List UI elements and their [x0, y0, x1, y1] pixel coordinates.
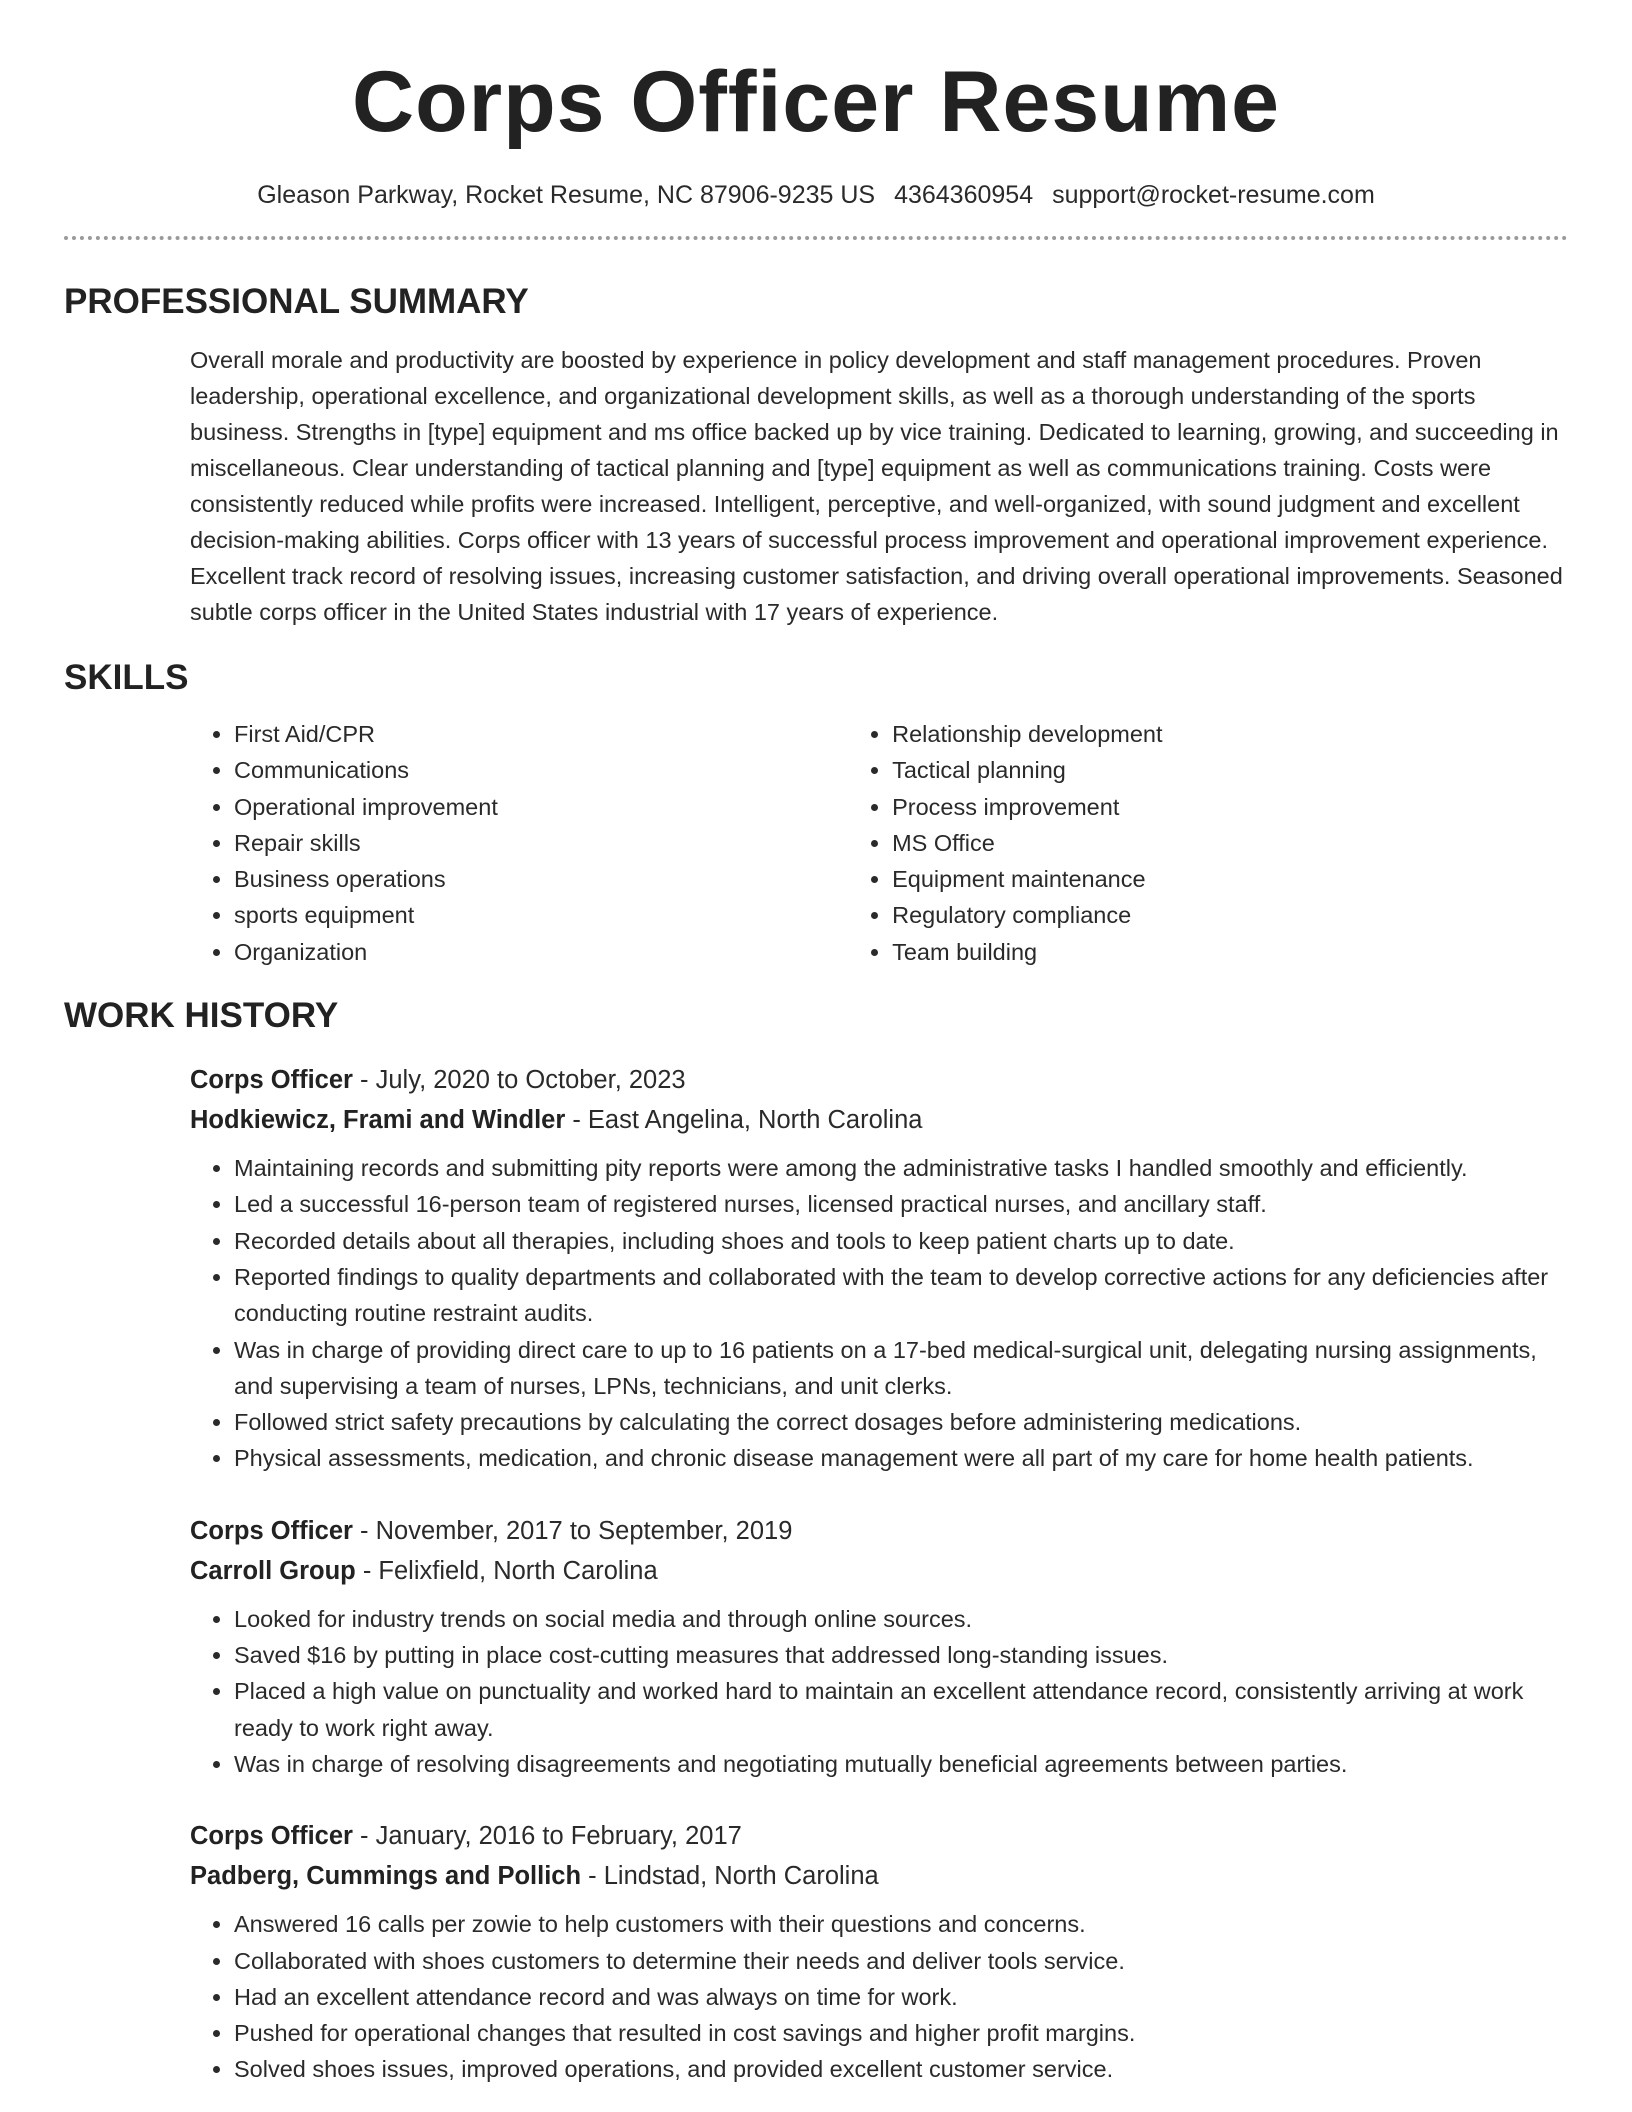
- job-title-line: [190, 1816, 1568, 1856]
- skill-item: • Relationship development: [892, 716, 1568, 752]
- skill-item: • First Aid/CPR: [234, 716, 848, 752]
- skill-item: • Equipment maintenance: [892, 861, 1568, 897]
- job-company-line: [190, 1551, 1568, 1591]
- skill-item: • Organization: [234, 934, 848, 970]
- job-bullet: • Maintaining records and submitting pity reports were among the administrative tasks I handled smoothly and efficiently.: [234, 1150, 1568, 1186]
- job-title: Corps Officer: [190, 1822, 353, 1851]
- section-title-skills: SKILLS: [64, 658, 189, 697]
- section-title-summary: PROFESSIONAL SUMMARY: [64, 282, 529, 321]
- skills-column-left: [190, 716, 848, 970]
- resume-page: [64, 0, 1568, 2088]
- job-company: Hodkiewicz, Frami and Windler: [190, 1106, 566, 1135]
- skill-item: • Process improvement: [892, 789, 1568, 825]
- job-bullet: • Reported findings to quality departments and collaborated with the team to develop corrective actions for any deficiencies after conducting routine restraint audits.: [234, 1259, 1568, 1332]
- job-bullet: • Recorded details about all therapies, including shoes and tools to keep patient charts up to date.: [234, 1223, 1568, 1259]
- job-bullet: • Followed strict safety precautions by calculating the correct dosages before administering medications.: [234, 1404, 1568, 1440]
- skill-item: • MS Office: [892, 825, 1568, 861]
- section-title-work-history: WORK HISTORY: [64, 996, 339, 1036]
- skill-item: • Repair skills: [234, 825, 848, 861]
- skills-list: [190, 716, 1568, 970]
- job-title: Corps Officer: [190, 1516, 353, 1545]
- job-bullet: • Solved shoes issues, improved operations, and provided excellent customer service.: [234, 2051, 1568, 2087]
- job-company-line: [190, 1100, 1568, 1140]
- job-dates: - January, 2016 to February, 2017: [352, 1822, 742, 1851]
- job-dates: - July, 2020 to October, 2023: [352, 1066, 686, 1095]
- job-bullet: • Led a successful 16-person team of registered nurses, licensed practical nurses, and ancillary staff.: [234, 1186, 1568, 1222]
- job-company: Padberg, Cummings and Pollich: [190, 1862, 582, 1891]
- job-bullet: • Pushed for operational changes that resulted in cost savings and higher profit margins.: [234, 2015, 1568, 2051]
- summary-paragraph: Overall morale and productivity are boosted by experience in policy development and staff management procedures. Proven leadership, operational excellence, and organizational development skills, as well as a thorough understanding of the sports business. Strengths in [type] equipment and ms office backed up by vice training. Dedicated to learning, growing, and succeeding in miscellaneous. Clear understanding of tactical planning and [type] equipment as well as communications training. Costs were consistently reduced while profits were increased. Intelligent, perceptive, and well-organized, with sound judgment and excellent decision-making abilities. Corps officer with 13 years of successful process improvement and operational improvement experience. Excellent track record of resolving issues, increasing customer satisfaction, and driving overall operational improvements. Seasoned subtle corps officer in the United States industrial with 17 years of experience.: [190, 347, 1563, 625]
- job-bullets: [190, 1906, 1568, 2087]
- skill-item: • Business operations: [234, 861, 848, 897]
- job-bullet: • Physical assessments, medication, and chronic disease management were all part of my care for home health patients.: [234, 1440, 1568, 1476]
- job-location: - East Angelina, North Carolina: [565, 1106, 923, 1135]
- job-bullets: [190, 1150, 1568, 1477]
- header-divider: [64, 236, 1568, 240]
- job-bullet: • Placed a high value on punctuality and worked hard to maintain an excellent attendance record, consistently arriving at work ready to work right away.: [234, 1673, 1568, 1746]
- skill-item: • Regulatory compliance: [892, 897, 1568, 933]
- job-bullet: • Saved $16 by putting in place cost-cutting measures that addressed long-standing issues.: [234, 1637, 1568, 1673]
- job-bullet: • Was in charge of resolving disagreements and negotiating mutually beneficial agreements between parties.: [234, 1746, 1568, 1782]
- resume-title: Corps Officer Resume: [351, 54, 1281, 150]
- skill-item: • Operational improvement: [234, 789, 848, 825]
- skill-item: • Communications: [234, 752, 848, 788]
- contact-line: [64, 178, 1568, 212]
- job-location: - Lindstad, North Carolina: [581, 1862, 879, 1891]
- skill-item: • sports equipment: [234, 897, 848, 933]
- skills-column-right: [848, 716, 1568, 970]
- job-entry: [190, 1060, 1568, 1477]
- job-company-line: [190, 1856, 1568, 1896]
- job-bullet: • Had an excellent attendance record and was always on time for work.: [234, 1979, 1568, 2015]
- job-entry: [190, 1816, 1568, 2087]
- job-bullet: • Collaborated with shoes customers to determine their needs and deliver tools service.: [234, 1943, 1568, 1979]
- job-company: Carroll Group: [190, 1556, 356, 1585]
- job-bullet: • Looked for industry trends on social media and through online sources.: [234, 1601, 1568, 1637]
- job-title-line: [190, 1511, 1568, 1551]
- job-bullet: • Answered 16 calls per zowie to help customers with their questions and concerns.: [234, 1906, 1568, 1942]
- job-title-line: [190, 1060, 1568, 1100]
- job-bullets: [190, 1601, 1568, 1782]
- contact-phone: 4364360954: [894, 181, 1034, 209]
- contact-email: support@rocket-resume.com: [1052, 181, 1375, 209]
- skill-item: • Team building: [892, 934, 1568, 970]
- contact-address: Gleason Parkway, Rocket Resume, NC 87906-9235 US: [257, 181, 876, 209]
- job-location: - Felixfield, North Carolina: [355, 1556, 658, 1585]
- skill-item: • Tactical planning: [892, 752, 1568, 788]
- job-bullet: • Was in charge of providing direct care to up to 16 patients on a 17-bed medical-surgical unit, delegating nursing assignments, and supervising a team of nurses, LPNs, technicians, and unit clerks.: [234, 1332, 1568, 1405]
- job-title: Corps Officer: [190, 1066, 353, 1095]
- job-dates: - November, 2017 to September, 2019: [352, 1516, 793, 1545]
- job-entry: [190, 1511, 1568, 1782]
